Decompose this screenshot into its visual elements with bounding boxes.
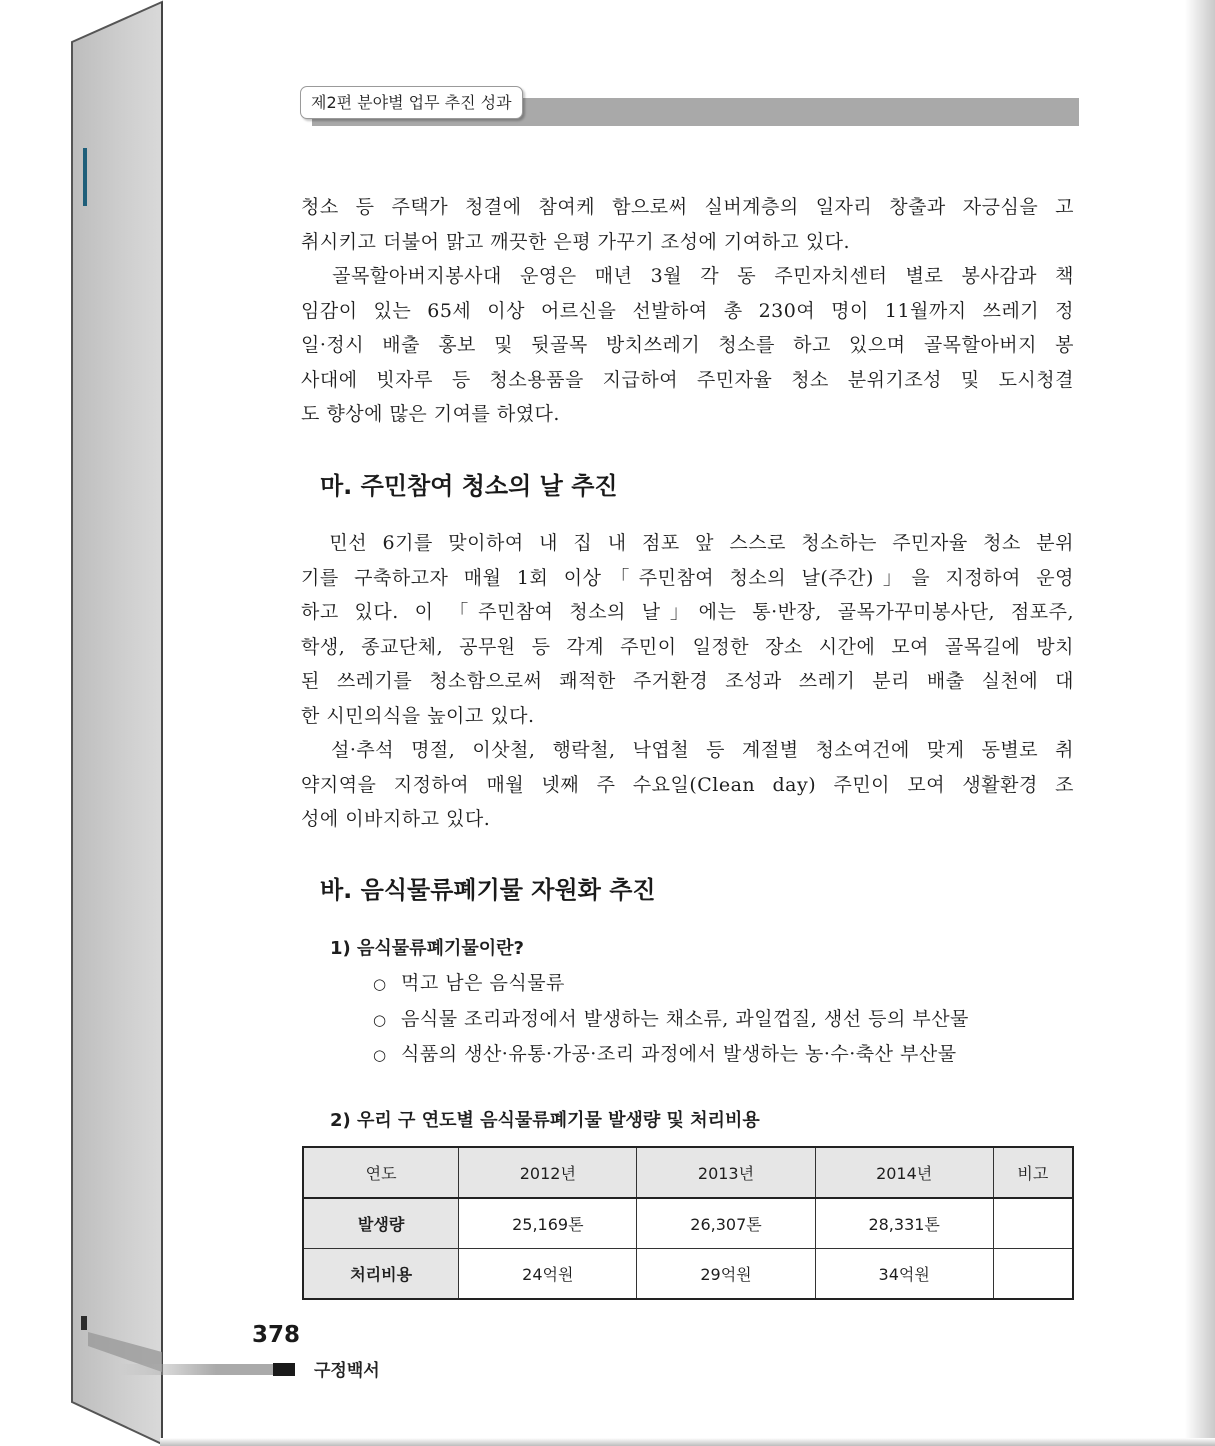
table-row [303,1198,1073,1249]
text-line: 취시키고 더불어 맑고 깨끗한 은평 가꾸기 조성에 기여하고 있다. [301,230,851,253]
text-line: 한 시민의식을 높이고 있다. [301,704,535,727]
alley-volunteer-paragraph [301,259,1074,432]
bullet-circle-icon: ○ [373,1046,387,1064]
table-cell: 26,307톤 [637,1198,815,1249]
table-header-cell: 연도 [303,1147,459,1198]
text-line: 일·정시 배출 홍보 및 뒷골목 방치쓰레기 청소를 하고 있으며 골목할아버지 봉 [301,334,1074,356]
list-item [373,1002,969,1038]
intro-paragraph [301,190,1074,259]
list-item-text: 먹고 남은 음식물류 [401,972,565,994]
food-waste-definition-list [373,966,969,1073]
table-cell [993,1198,1073,1249]
text-line: 하고 있다. 이 「주민참여 청소의 날」에는 통·반장, 골목가꾸미봉사단, 점포주, [301,601,1074,623]
list-item-text: 식품의 생산·유통·가공·조리 과정에서 발생하는 농·수·축산 부산물 [401,1043,957,1065]
spine-footer-mark [81,1316,87,1330]
table-cell: 29억원 [637,1249,815,1300]
book-spine-graphic [0,0,170,1446]
row-label-cell: 발생량 [303,1198,459,1249]
page-number: 378 [252,1322,301,1348]
footer-rule [120,1364,295,1375]
table-header-cell: 비고 [993,1147,1073,1198]
table-header-cell: 2013년 [637,1147,815,1198]
text-line: 성에 이바지하고 있다. [301,808,491,830]
section-ma-heading: 마. 주민참여 청소의 날 추진 [320,472,618,500]
yearly-waste-table-heading: 2) 우리 구 연도별 음식물류폐기물 발생량 및 처리비용 [330,1110,760,1131]
section-ma-paragraph-2 [301,733,1074,837]
text-line: 청소 등 주택가 청결에 참여케 함으로써 실버계층의 일자리 창출과 자긍심을 고 [301,196,1074,218]
running-header-title: 제2편 분야별 업무 추진 성과 [300,86,523,119]
table-header-cell: 2012년 [459,1147,637,1198]
section-ma-paragraph-1 [301,526,1074,733]
table-cell: 25,169톤 [459,1198,637,1249]
yearly-waste-table [302,1146,1074,1300]
book-spine [0,0,170,1446]
table-header-cell: 2014년 [815,1147,993,1198]
text-line: 사대에 빗자루 등 청소용품을 지급하여 주민자율 청소 분위기조성 및 도시청결 [301,368,1074,391]
table-cell: 34억원 [815,1249,993,1300]
page-bottom-edge [160,1438,1215,1446]
publication-title: 구정백서 [314,1361,380,1381]
spine-accent-mark [83,148,87,206]
table-cell [993,1249,1073,1300]
food-waste-definition-heading: 1) 음식물류폐기물이란? [330,938,524,959]
table-cell: 28,331톤 [815,1198,993,1249]
list-item [373,966,969,1002]
text-line: 된 쓰레기를 청소함으로써 쾌적한 주거환경 조성과 쓰레기 분리 배출 실천에 대 [301,670,1074,692]
text-line: 설·추석 명절, 이삿철, 행락철, 낙엽철 등 계절별 청소여건에 맞게 동별로 취 [301,739,1074,761]
text-line: 임감이 있는 65세 이상 어르신을 선발하여 총 230여 명이 11월까지 쓰레기 정 [301,299,1074,322]
table-header-row [303,1147,1073,1198]
text-line: 학생, 종교단체, 공무원 등 각계 주민이 일정한 장소 시간에 모여 골목길에 방치 [301,635,1074,658]
footer-block-mark [273,1363,295,1376]
table-row [303,1249,1073,1300]
text-line: 민선 6기를 맞이하여 내 집 내 점포 앞 스스로 청소하는 주민자율 청소 분위 [301,532,1074,554]
row-label-cell: 처리비용 [303,1249,459,1300]
text-line: 약지역을 지정하여 매월 넷째 주 수요일(Clean day) 주민이 모여 생활환경 조 [301,773,1074,796]
list-item [373,1037,969,1073]
text-line: 도 향상에 많은 기여를 하였다. [301,403,560,425]
section-ba-heading: 바. 음식물류폐기물 자원화 추진 [320,876,656,904]
bullet-circle-icon: ○ [373,975,387,993]
list-item-text: 음식물 조리과정에서 발생하는 채소류, 과일껍질, 생선 등의 부산물 [401,1007,969,1030]
bullet-circle-icon: ○ [373,1010,387,1029]
table-cell: 24억원 [459,1249,637,1300]
text-line: 기를 구축하고자 매월 1회 이상「주민참여 청소의 날(주간)」을 지정하여 운영 [301,566,1074,589]
text-line: 골목할아버지봉사대 운영은 매년 3월 각 동 주민자치센터 별로 봉사감과 책 [301,265,1074,287]
page-edge-shadow [1185,0,1215,1446]
